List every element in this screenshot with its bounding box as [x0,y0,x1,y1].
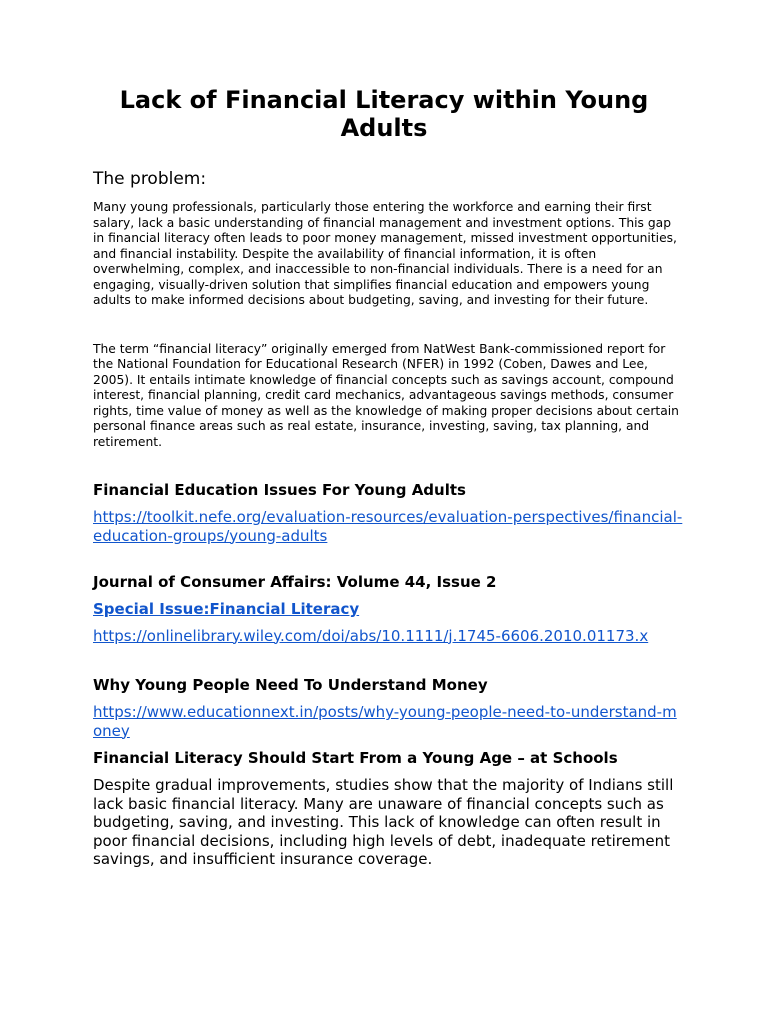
special-issue-link[interactable]: Special Issue:Financial Literacy [93,600,360,618]
journal-heading: Journal of Consumer Affairs: Volume 44, Issue 2 [93,573,497,591]
education-issues-heading: Financial Education Issues For Young Adults [93,481,466,499]
nefe-toolkit-link[interactable]: https://toolkit.nefe.org/evaluation-resources/evaluation-perspectives/financial-education-groups/young-adults [93,508,683,545]
why-young-heading: Why Young People Need To Understand Money [93,676,488,694]
definition-paragraph: The term “financial literacy” originally emerged from NatWest Bank-commissioned report for the National Foundation for Educational Research (NFER) in 1992 (Coben, Dawes and Lee, 2005). It entails intimate knowledge of financial concepts such as savings account, compound interest, financial planning, credit card mechanics, advantageous savings methods, consumer rights, time value of money as well as the knowledge of making proper decisions about certain personal finance areas such as real estate, insurance, investing, saving, tax planning, and retirement. [93,341,679,449]
schools-paragraph: Despite gradual improvements, studies show that the majority of Indians still lack basic financial literacy. Many are unaware of financial concepts such as budgeting, saving, and investing. This lack of knowledge can often result in poor financial decisions, including high levels of debt, inadequate retirement savings, and insufficient insurance coverage. [93,776,674,868]
educationnext-link[interactable]: https://www.educationnext.in/posts/why-young-people-need-to-understand-money [93,703,677,740]
document-title: Lack of Financial Literacy within Young Adults [119,86,649,142]
problem-paragraph: Many young professionals, particularly those entering the workforce and earning their first salary, lack a basic understanding of financial management and investment options. This gap in financial literacy often leads to poor money management, missed investment opportunities, and financial instability. Despite the availability of financial information, it is often overwhelming, complex, and inaccessible to non-financial individuals. There is a need for an engaging, visually-driven solution that simplifies financial education and empowers young adults to make informed decisions about budgeting, saving, and investing for their future. [93,200,677,307]
wiley-article-link[interactable]: https://onlinelibrary.wiley.com/doi/abs/10.1111/j.1745-6606.2010.01173.x [93,626,649,645]
schools-heading: Financial Literacy Should Start From a Young Age – at Schools [93,749,618,767]
problem-heading: The problem: [93,169,207,189]
